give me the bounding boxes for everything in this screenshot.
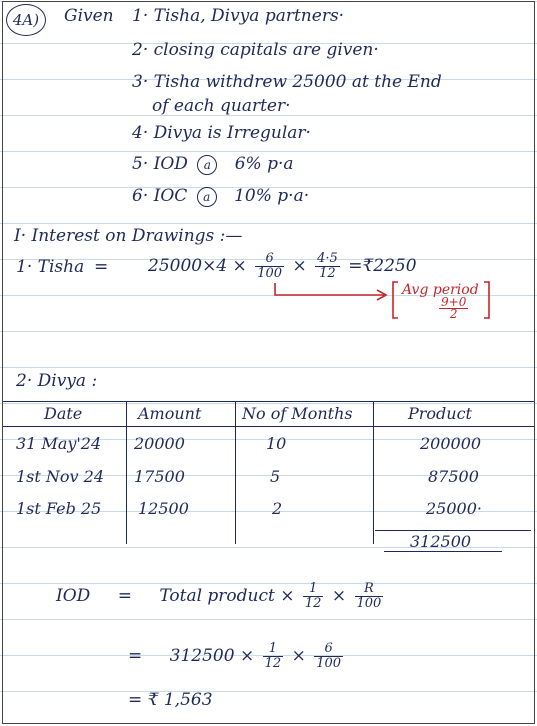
- iod-fraction-2: [355, 582, 384, 611]
- times-sign: ×: [292, 256, 307, 276]
- at-symbol: a: [197, 155, 217, 175]
- avg-period-label: Avg period: [402, 282, 479, 298]
- table-top-rule: [3, 401, 534, 402]
- iod-substitution-line: [128, 640, 346, 672]
- fraction-denominator: 100: [257, 266, 283, 281]
- table-header-date: Date: [44, 404, 83, 423]
- given-item-3-cont: of each quarter·: [152, 96, 291, 116]
- section-title: I· Interest on Drawings :—: [14, 226, 243, 246]
- table-cell: 87500: [428, 467, 479, 486]
- iod-product-text: 312500 ×: [169, 646, 255, 666]
- fraction-denominator: 2: [449, 307, 458, 321]
- iod-sub-fraction-2: [314, 642, 343, 671]
- table-col-divider: [235, 401, 236, 544]
- given-item-2: 2· closing capitals are given·: [132, 40, 379, 60]
- total-rule: [375, 530, 531, 531]
- given-label: Given: [64, 6, 114, 26]
- question-number: 4A): [6, 4, 46, 36]
- iod-equals-2: =: [128, 646, 143, 666]
- avg-period-fraction: [439, 297, 468, 320]
- iod-formula-line: [56, 580, 386, 612]
- iod-fraction-1: [303, 582, 324, 611]
- given-item-1: 1· Tisha, Divya partners·: [132, 6, 345, 26]
- table-header-rule: [3, 426, 534, 427]
- iod-result: = ₹ 1,563: [128, 690, 213, 710]
- table-cell: 1st Feb 25: [16, 499, 102, 518]
- given-item-3: 3· Tisha withdrew 25000 at the End: [132, 72, 442, 92]
- given-item-4: 4· Divya is Irregular·: [132, 123, 311, 143]
- iod-rate: 6% p·a: [234, 154, 294, 174]
- fraction-denominator: 12: [319, 266, 336, 281]
- tisha-result: =₹2250: [348, 256, 417, 276]
- table-cell: 25000·: [426, 499, 482, 518]
- iod-formula-text: Total product ×: [159, 586, 295, 606]
- fraction-numerator: 9+0: [441, 295, 467, 309]
- table-header-amount: Amount: [138, 404, 202, 423]
- fraction-numerator: 6: [314, 642, 343, 657]
- fraction-numerator: 4·5: [317, 251, 338, 266]
- table-col-divider: [373, 401, 374, 544]
- iod-sub-fraction-1: [263, 642, 284, 671]
- fraction-denominator: 12: [264, 656, 282, 671]
- at-symbol: a: [197, 187, 217, 207]
- times-sign: ×: [291, 646, 306, 666]
- table-col-divider: [126, 401, 127, 544]
- tisha-label: 1· Tisha: [16, 257, 85, 277]
- ioc-rate: 10% p·a·: [234, 186, 310, 206]
- fraction-denominator: 12: [304, 596, 322, 611]
- table-cell: 1st Nov 24: [16, 467, 105, 486]
- iod-rate-prefix: 5· IOD: [132, 154, 188, 174]
- fraction-numerator: 6: [255, 252, 284, 267]
- table-cell: 200000: [420, 434, 482, 453]
- iod-equals: =: [117, 586, 132, 606]
- fraction-numerator: 1: [303, 582, 324, 597]
- fraction-denominator: 100: [356, 596, 382, 611]
- table-cell: 20000: [134, 434, 185, 453]
- fraction-numerator: R: [355, 582, 384, 597]
- tisha-base: 25000×4 ×: [148, 256, 247, 276]
- fraction-numerator: 1: [263, 642, 284, 657]
- divya-label: 2· Divya :: [16, 371, 98, 391]
- table-header-product: Product: [408, 404, 472, 423]
- ioc-rate-prefix: 6· IOC: [132, 186, 188, 206]
- iod-label: IOD: [56, 586, 91, 606]
- table-cell: 5: [270, 467, 281, 486]
- table-header-months: No of Months: [242, 404, 353, 423]
- table-cell: 31 May'24: [16, 434, 102, 453]
- table-cell: 12500: [138, 499, 189, 518]
- table-cell: 2: [272, 499, 283, 518]
- table-cell: 17500: [134, 467, 185, 486]
- table-cell: 10: [266, 434, 287, 453]
- table-total: 312500: [410, 532, 472, 551]
- times-sign: ×: [331, 586, 347, 606]
- tisha-equals: =: [94, 257, 109, 277]
- fraction-denominator: 100: [316, 656, 342, 671]
